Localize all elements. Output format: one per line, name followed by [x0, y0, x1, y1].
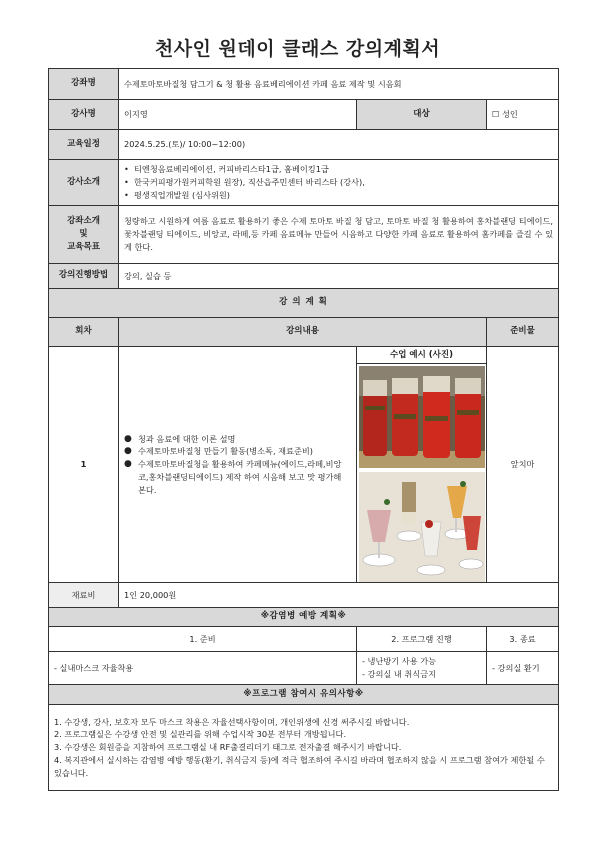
notice-title: ※프로그램 참여시 유의사항※ [49, 685, 559, 705]
photo-drinks [359, 472, 485, 582]
notice-body-row [49, 705, 559, 791]
prep-col-header: 준비물 [487, 318, 559, 347]
instructor-row [49, 100, 559, 130]
session-content [119, 347, 357, 583]
photo-jars [359, 366, 485, 468]
content-col-header: 강의내용 [119, 318, 487, 347]
notice-item: 3. 수강생은 회원증을 지참하여 프로그램실 내 RF출결리더기 태그로 전자출결 해주시기 바랍니다. [54, 742, 402, 753]
intro-item: • 티엔청음료베리에이션, 커피바리스타1급, 홈베이킹1급 [124, 163, 553, 176]
infection-header-row [49, 627, 559, 652]
infection-title: ※감염병 예방 계획※ [49, 608, 559, 627]
goal-label-line: 교육목표 [67, 242, 100, 253]
course-name-label: 강좌명 [49, 69, 119, 100]
schedule-label: 교육일정 [49, 130, 119, 160]
intro-label: 강사소개 [49, 160, 119, 206]
method-value: 강의, 실습 등 [119, 264, 559, 289]
photo-cell [357, 347, 487, 583]
goal-label-line: 강좌소개 [67, 215, 100, 226]
infection-body-row [49, 652, 559, 685]
method-label: 강의진행방법 [49, 264, 119, 289]
course-name-row [49, 69, 559, 100]
goal-label [49, 206, 119, 264]
infection-title-row [49, 608, 559, 627]
plan-section-title: 강 의 계 획 [49, 289, 559, 318]
fee-value: 1인 20,000원 [119, 583, 559, 608]
schedule-value: 2024.5.25.(토)/ 10:00~12:00) [119, 130, 559, 160]
prep-value: 앞치마 [487, 347, 559, 583]
session-number: 1 [49, 347, 119, 583]
infection-prep-item: - 실내마스크 자율착용 [49, 652, 357, 685]
notice-title-row [49, 685, 559, 705]
session-row [49, 347, 559, 583]
infection-run-item: - 강의실 내 취식금지 [362, 669, 437, 679]
goal-value: 청량하고 시원하게 여름 음료로 활용하기 좋은 수제 토마토 바질 청 담고, 토마토 바질 청 활용하여 홍차블랜딩 티에이드, 꽃차블랜딩 티에이드, 비앙코, 라떼,등 카페 음료메뉴 만들어 시음하고 다양한 카페 음료로 활용하여 홈카페를 즐길 수 있게 한다. [119, 206, 559, 264]
target-label: 대상 [357, 100, 487, 130]
infection-end-item: - 강의실 환기 [487, 652, 559, 685]
notice-body [49, 705, 559, 791]
method-row [49, 264, 559, 289]
instructor-value: 이지영 [119, 100, 357, 130]
intro-value [119, 160, 559, 206]
target-cell [487, 100, 559, 130]
notice-item: 2. 프로그램실은 수강생 안전 및 실관리를 위해 수업시작 30분 전부터 개방됩니다. [54, 729, 347, 740]
course-name-value: 수제토마토바질청 담그기 & 청 활용 음료베리에이션 카페 음료 제작 및 시음회 [119, 69, 559, 100]
infection-col-run: 2. 프로그램 진행 [357, 627, 487, 652]
intro-item: • 평생직업개발원 (심사위원) [124, 189, 553, 202]
fee-label: 재료비 [49, 583, 119, 608]
document-title: 천사인 원데이 클래스 강의계획서 [154, 38, 441, 60]
infection-col-prep: 1. 준비 [49, 627, 357, 652]
content-item: ● 수제토마토바질청 만들기 활동(병소독, 재료준비) [124, 445, 351, 458]
target-value: 성인 [501, 109, 518, 120]
checkbox-icon: ☐ [492, 109, 500, 120]
plan-section-row [49, 289, 559, 318]
goal-label-line: 및 [79, 228, 88, 239]
goal-row [49, 206, 559, 264]
instructor-label: 강사명 [49, 100, 119, 130]
course-plan-table [48, 68, 559, 791]
plan-header-row [49, 318, 559, 347]
session-col-header: 회차 [49, 318, 119, 347]
intro-item: • 한국커피평가원커피학원 원장), 직산읍주민센터 바리스타 (강사), [124, 176, 553, 189]
infection-col-end: 3. 종료 [487, 627, 559, 652]
photo-title: 수업 예시 (사진) [357, 347, 486, 364]
instructor-intro-row [49, 160, 559, 206]
content-item: ● 수제토마토바질청을 활용하여 카페메뉴(에이드,라떼,비앙코,홍차블랜딩티에이드) 제작 하여 시음해 보고 맛 평가해 본다. [124, 458, 351, 496]
notice-item: 1. 수강생, 강사, 보호자 모두 마스크 착용은 자율선택사항이며, 개인위생에 신경 써주시길 바랍니다. [54, 716, 410, 727]
notice-item: 4. 복지관에서 실시하는 감염병 예방 행동(환기, 취식금지 등)에 적극 협조하여 주시길 바라며 협조하지 않을 시 프로그램 참여가 제한될 수 있습니다. [54, 754, 545, 778]
fee-row [49, 583, 559, 608]
schedule-row [49, 130, 559, 160]
content-item: ● 청과 음료에 대한 이론 설명 [124, 433, 351, 446]
infection-run-item: - 냉난방기 사용 가능 [362, 656, 437, 667]
infection-run-items [357, 652, 487, 685]
